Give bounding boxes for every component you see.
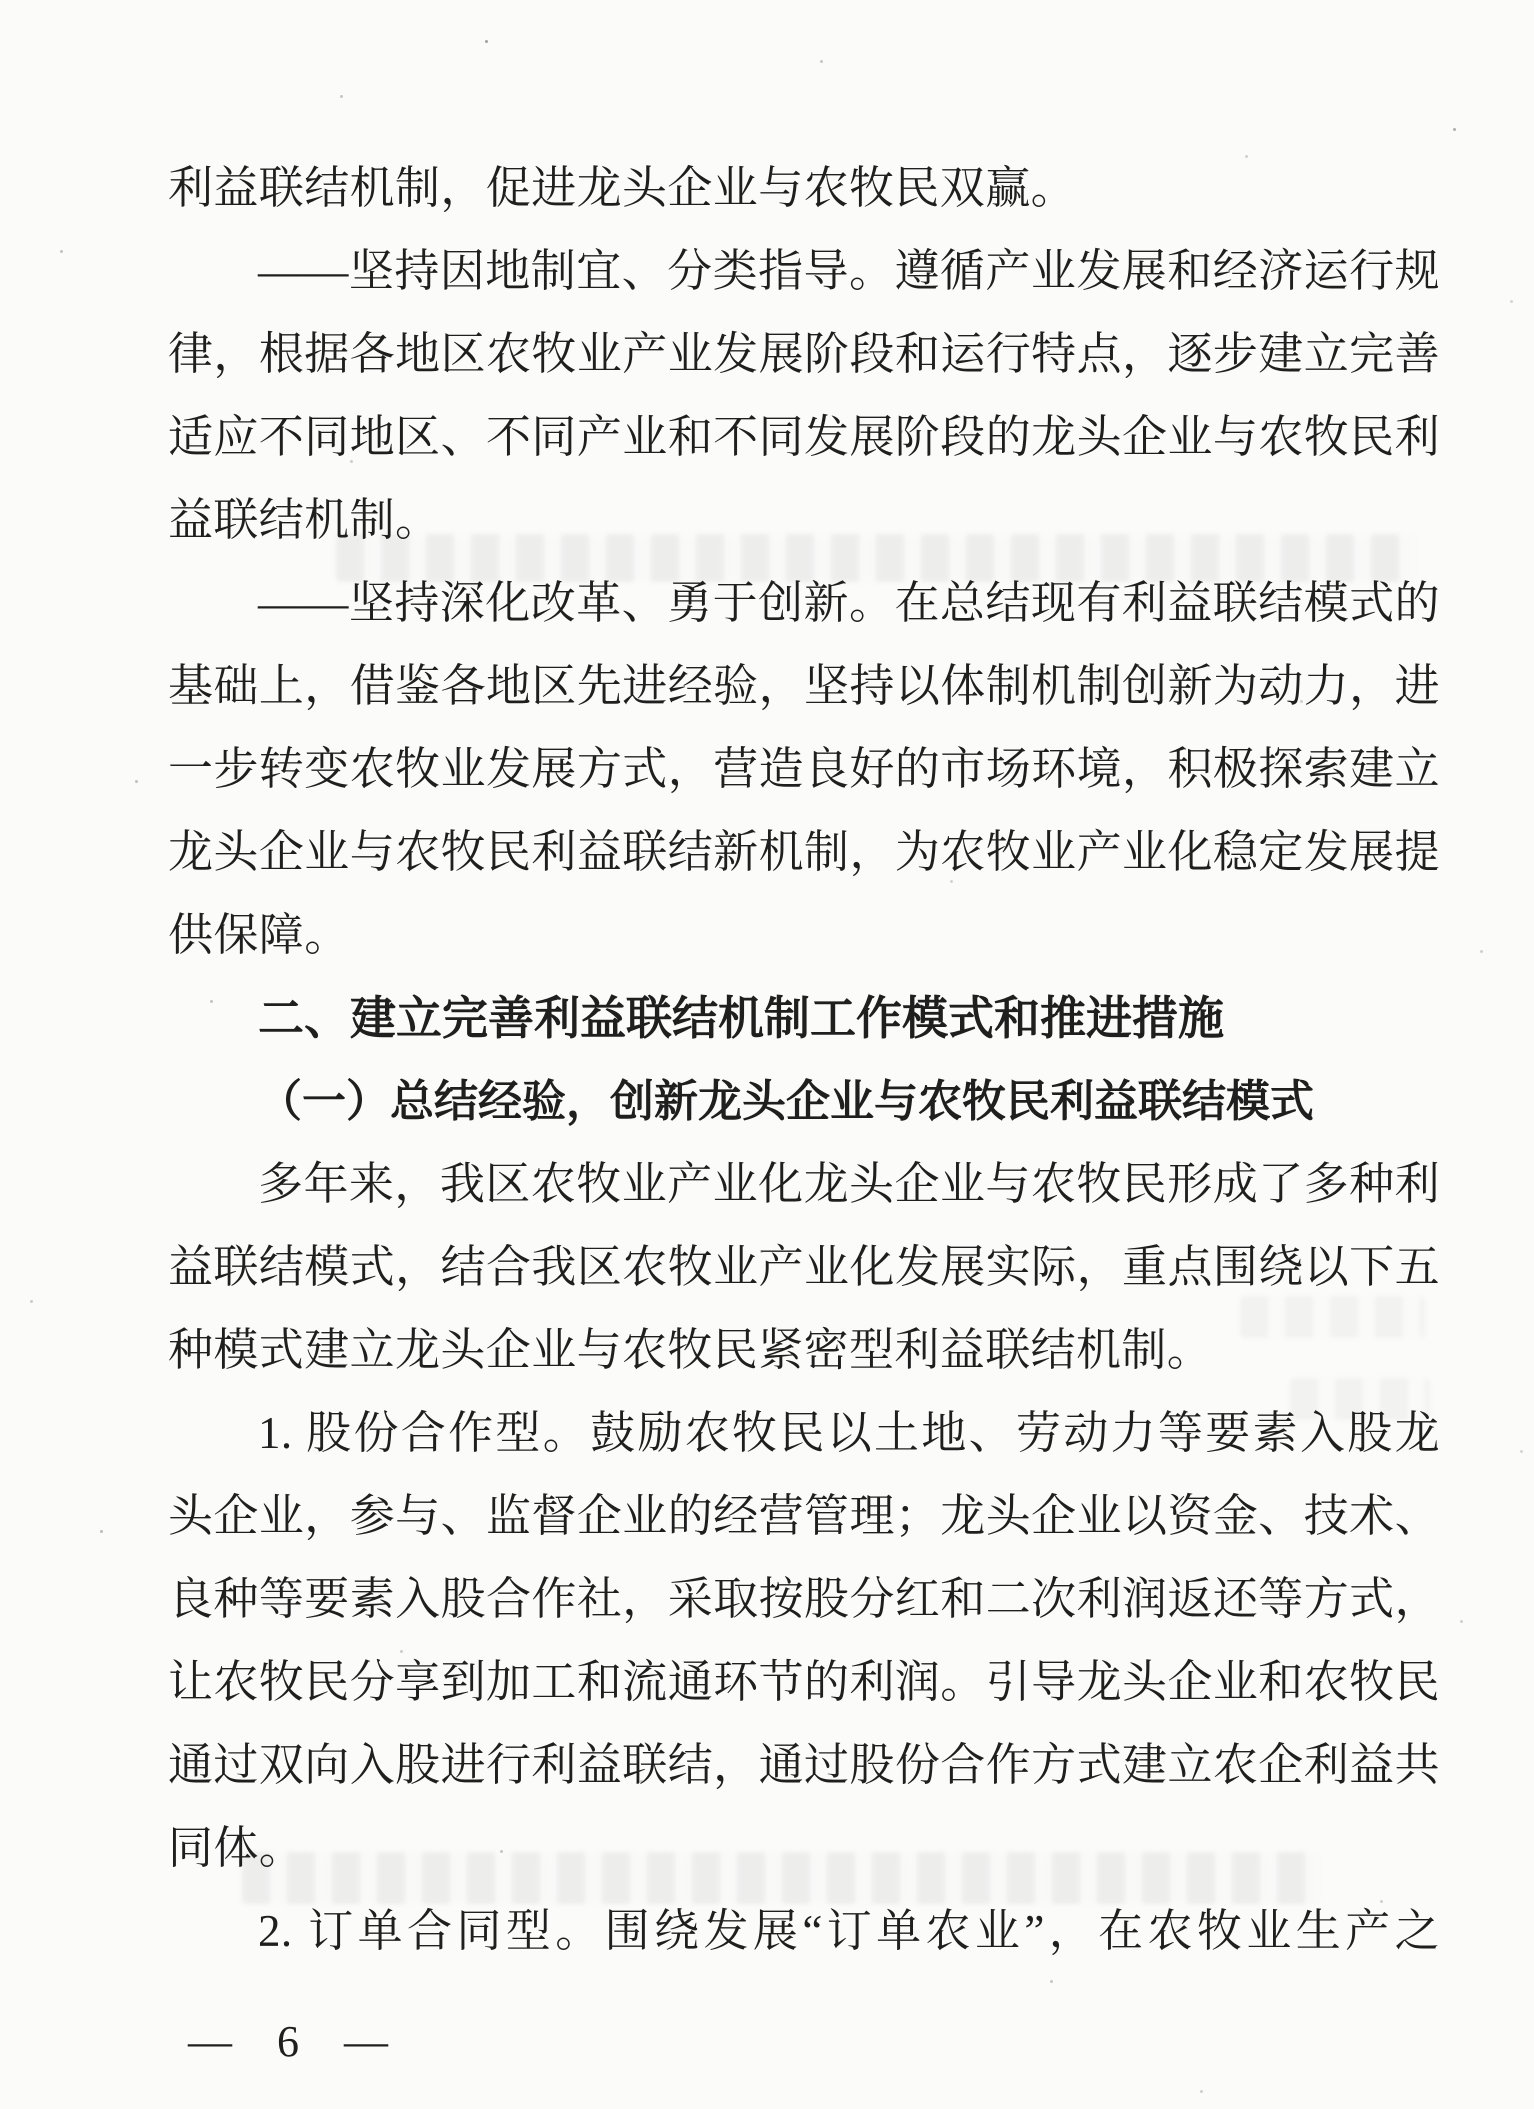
document-line: 律，根据各地区农牧业产业发展阶段和运行特点，逐步建立完善	[168, 329, 1440, 379]
document-line: 适应不同地区、不同产业和不同发展阶段的龙头企业与农牧民利	[168, 412, 1440, 462]
document-line: 益联结机制。	[168, 495, 441, 545]
document-line: 2. 订单合同型。围绕发展“订单农业”，在农牧业生产之	[258, 1906, 1440, 1956]
document-line: ——坚持深化改革、勇于创新。在总结现有利益联结模式的	[258, 578, 1440, 628]
document-line: ——坚持因地制宜、分类指导。遵循产业发展和经济运行规	[258, 246, 1440, 296]
document-line: 同体。	[168, 1823, 305, 1873]
document-line: 多年来，我区农牧业产业化龙头企业与农牧民形成了多种利	[258, 1159, 1440, 1209]
document-line: 益联结模式，结合我区农牧业产业化发展实际，重点围绕以下五	[168, 1242, 1440, 1292]
document-line: 1. 股份合作型。鼓励农牧民以土地、劳动力等要素入股龙	[258, 1408, 1440, 1458]
page-number: — 6 —	[188, 2017, 394, 2066]
document-line: 种模式建立龙头企业与农牧民紧密型利益联结机制。	[168, 1325, 1213, 1375]
document-line: （一）总结经验，创新龙头企业与农牧民利益联结模式	[258, 1077, 1314, 1126]
document-line: 通过双向入股进行利益联结，通过股份合作方式建立农企利益共	[168, 1740, 1440, 1790]
document-line: 让农牧民分享到加工和流通环节的利润。引导龙头企业和农牧民	[168, 1657, 1440, 1707]
document-line: 一步转变农牧业发展方式，营造良好的市场环境，积极探索建立	[168, 744, 1440, 794]
document-body	[168, 147, 1440, 1973]
scan-noise	[485, 40, 488, 43]
document-line: 利益联结机制，促进龙头企业与农牧民双赢。	[168, 163, 1077, 213]
document-line: 良种等要素入股合作社，采取按股分红和二次利润返还等方式，	[168, 1574, 1440, 1624]
document-line: 头企业，参与、监督企业的经营管理；龙头企业以资金、技术、	[168, 1491, 1440, 1541]
document-line: 基础上，借鉴各地区先进经验，坚持以体制机制创新为动力，进	[168, 661, 1440, 711]
document-line: 供保障。	[168, 910, 350, 960]
document-line: 龙头企业与农牧民利益联结新机制，为农牧业产业化稳定发展提	[168, 827, 1440, 877]
document-line: 二、建立完善利益联结机制工作模式和推进措施	[258, 993, 1224, 1044]
